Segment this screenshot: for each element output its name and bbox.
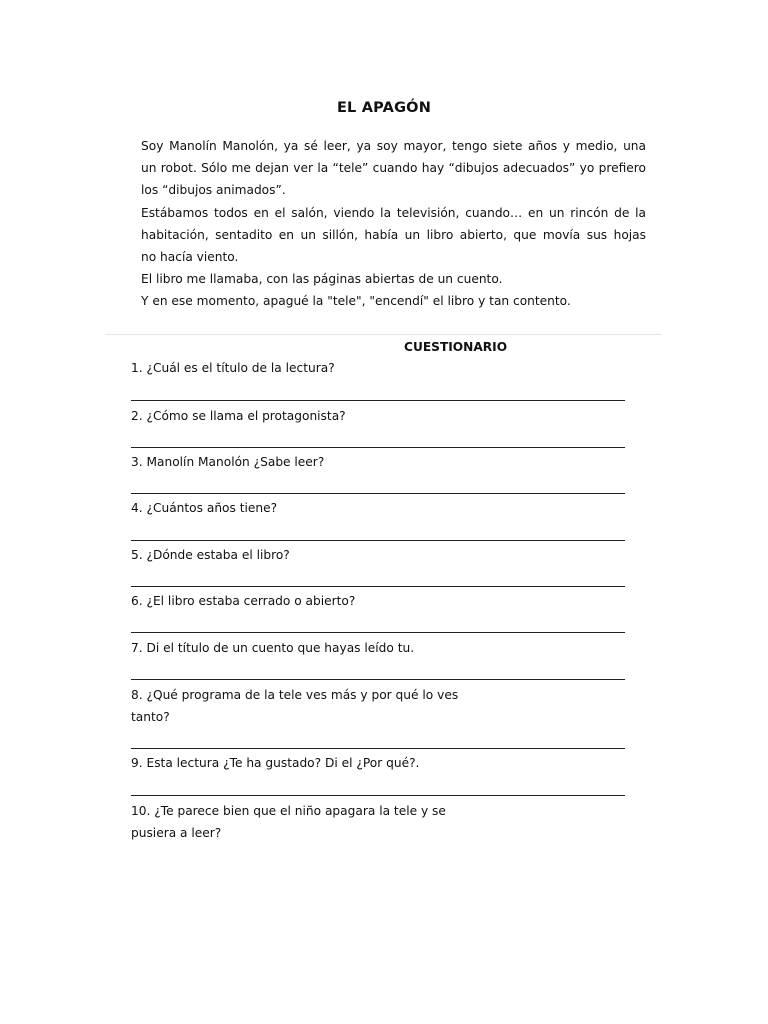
- answer-line-2[interactable]: [131, 447, 625, 448]
- answer-line-4[interactable]: [131, 540, 625, 541]
- question-text: tanto?: [131, 710, 170, 724]
- questionnaire-title: CUESTIONARIO: [404, 340, 508, 354]
- answer-line-9[interactable]: [131, 795, 625, 796]
- answer-line-7[interactable]: [131, 679, 625, 680]
- question-text: 6. ¿El libro estaba cerrado o abierto?: [131, 594, 356, 608]
- question-text: 7. Di el título de un cuento que hayas leído tu.: [131, 641, 415, 655]
- answer-line-1[interactable]: [131, 400, 625, 401]
- question-2: [131, 405, 346, 427]
- question-text: 8. ¿Qué programa de la tele ves más y por qué lo ves: [131, 688, 459, 702]
- question-text: 3. Manolín Manolón ¿Sabe leer?: [131, 455, 325, 469]
- document-title: EL APAGÓN: [336, 100, 432, 116]
- question-6: [131, 590, 355, 612]
- reading-line: Y en ese momento, apagué la "tele", "encendí" el libro y tan contento.: [141, 294, 571, 309]
- answer-line-3[interactable]: [131, 493, 625, 494]
- question-text: pusiera a leer?: [131, 826, 222, 840]
- answer-line-5[interactable]: [131, 586, 625, 587]
- reading-line: un robot. Sólo me dejan ver la “tele” cuando hay “dibujos adecuados” yo prefiero: [141, 161, 646, 176]
- reading-line: los “dibujos animados”.: [141, 183, 286, 198]
- reading-line: El libro me llamaba, con las páginas abiertas de un cuento.: [141, 272, 503, 287]
- reading-line: Estábamos todos en el salón, viendo la televisión, cuando… en un rincón de la: [141, 205, 646, 220]
- reading-line: Soy Manolín Manolón, ya sé leer, ya soy mayor, tengo siete años y medio, una: [141, 139, 646, 153]
- question-9: [131, 752, 419, 774]
- question-text: 10. ¿Te parece bien que el niño apagara la tele y se: [131, 804, 446, 818]
- question-8: [131, 684, 458, 728]
- question-text: 9. Esta lectura ¿Te ha gustado? Di el ¿Por qué?.: [131, 756, 420, 770]
- question-1: [131, 357, 335, 379]
- answer-line-6[interactable]: [131, 632, 625, 633]
- section-divider: [105, 334, 661, 335]
- question-4: [131, 497, 277, 519]
- question-text: 2. ¿Cómo se llama el protagonista?: [131, 409, 346, 423]
- question-text: 4. ¿Cuántos años tiene?: [131, 501, 278, 515]
- question-3: [131, 451, 324, 473]
- question-5: [131, 544, 290, 566]
- reading-line: no hacía viento.: [141, 249, 239, 264]
- question-text: 5. ¿Dónde estaba el libro?: [131, 548, 290, 562]
- reading-line: habitación, sentadito en un sillón, había un libro abierto, que movía sus hojas: [141, 227, 646, 242]
- question-10: [131, 800, 446, 844]
- question-7: [131, 637, 414, 659]
- question-text: 1. ¿Cuál es el título de la lectura?: [131, 361, 335, 375]
- answer-line-8[interactable]: [131, 748, 625, 749]
- reading-passage: [141, 135, 646, 313]
